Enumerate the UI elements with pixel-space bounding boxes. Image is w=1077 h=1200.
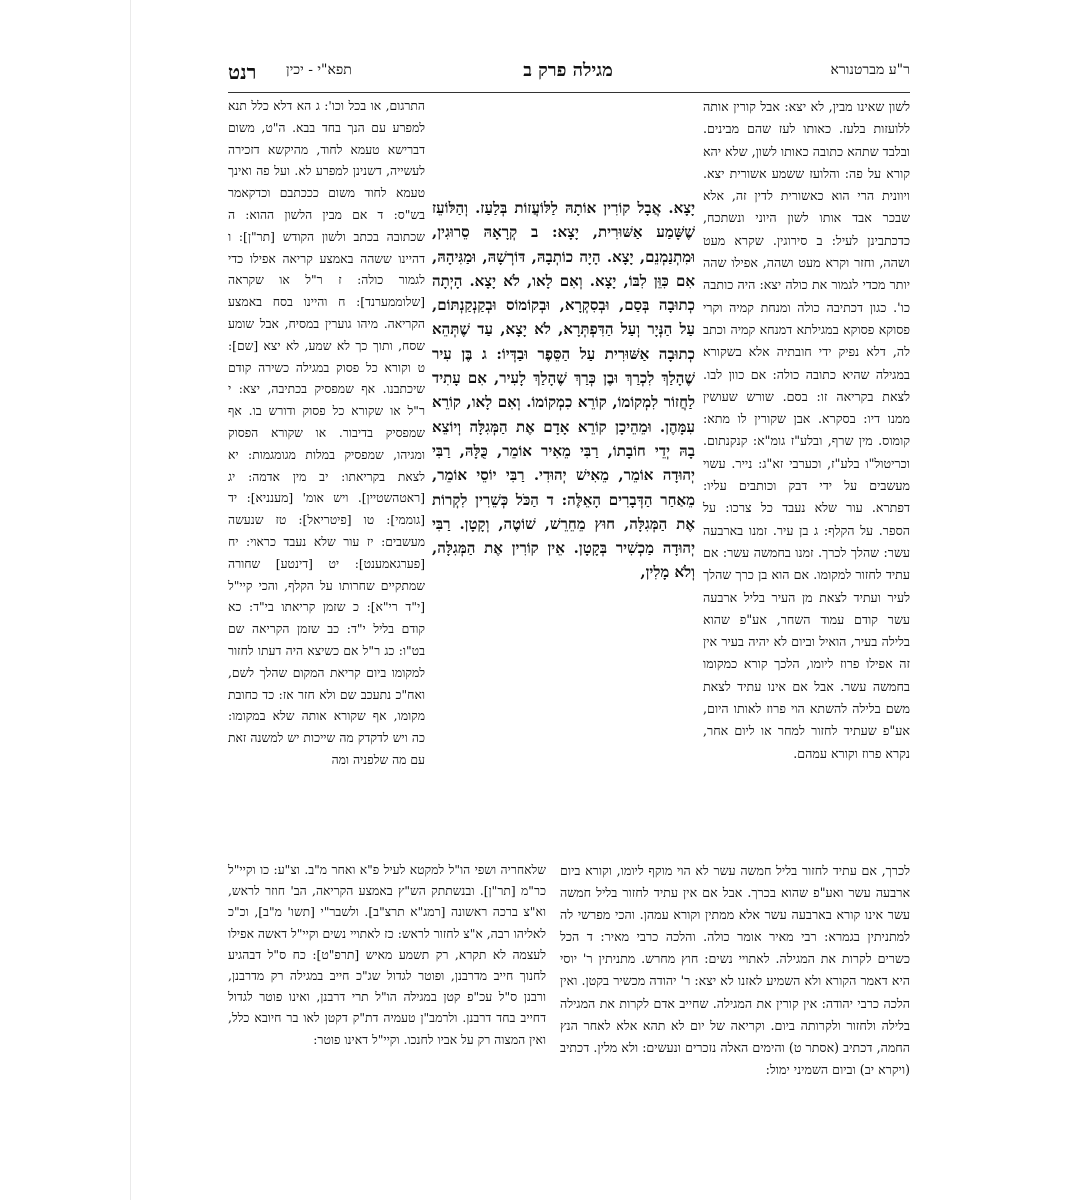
yachin-notes-continuation: שלאחריה ושפי הו"ל למקטא לעיל פ"א ואחר מ"ב. וצ"ע: כו וקיי"ל כר"מ [תר"ן]. ובנשתתק הש"ץ באמצע הקריאה, הב' חוזר לראש, וא"צ ברכה ראשונה [רמג"א תרצ"ב]. ולשבר"י [תשו' מ"ב], וכ"כ לאליהו רבה, א"צ לחזור לראש: כז לאתויי נשים וקיי"ל דאשה אפילו לעצמה לא תקרא, רק תשמע מאיש [תרפ"ט]: כח ס"ל דבהגיע לחנוך חייב מדרבנן, ופוטר לגדול שג"כ חייב במגילה רק מדרבנן, ורבנן ס"ל עכ"פ קטן במגילה הו"ל תרי דרבנן, ואינו פוטר לגדול דחייב בחד דרבנן. ולרמב"ן טעמיה דת"ק דקטן לאו בר חיובא כלל, ואין המצוה רק על אביו לחנכו. וקיי"ל דאינו פוטר: bbox=[228, 863, 546, 1047]
page-gutter bbox=[130, 0, 131, 1200]
header-chapter-title: מגילה פרק ב bbox=[523, 60, 613, 81]
header-divider bbox=[228, 92, 910, 93]
bartenura-continuation: לכרך, אם עתיד לחזור בליל חמשה עשר לא הוי מוקף ליומו, וקורא ביום ארבעה עשר ואע"פ שהוא בכרך. אבל אם אין עתיד לחזור בליל חמשה עשר אינו קורא בארבעה עשר אלא ממתין וקורא עמהן. והכי מפרשי לה למתניתין בגמרא: רבי מאיר אומר כולה. והלכה כרבי מאיר: ד הכל כשרים לקרות את המגילה. לאתויי נשים: חוץ מחרש. מתניתין ר' יוסי היא דאמר הקורא ולא השמיע לאזנו לא יצא: ר' יהודה מכשיר בקטן. ואין הלכה כרבי יהודה: אין קורין את המגילה. שחייב אדם לקרות את המגילה בלילה ולחזור ולקרותה ביום. וקריאה של יום לא תהא אלא לאחר הנץ החמה, דכתיב (אסתר ט) והימים האלה נזכרים ונעשים: ולא מלין. דכתיב (ויקרא יב) וביום השמיני ימול: bbox=[560, 863, 910, 1077]
header-commentary-title: ר"ע מברטנורא bbox=[830, 62, 910, 78]
header-page-number: רנט bbox=[228, 60, 257, 84]
page-header bbox=[228, 60, 910, 90]
header-yachin-title: תפא"י - יכין bbox=[286, 62, 352, 78]
mishna-text: יָצָא. אֲבָל קוֹרִין אוֹתָהּ לַלּוֹעֲזוֹת בְּלַעַז. וְהַלּוֹעֵז שֶׁשָּׁמַע אַשּׁוּרִית, יָצָא: ב קְרָאָהּ סֵרוּגִין, וּמִתְנַמְנֵם, יָצָא. הָיָה כוֹתְבָהּ, דּוֹרְשָׁהּ, וּמַגִּיהָהּ, אִם כִּוֵּן לִבּוֹ, יָצָא. וְאִם לָאו, לֹא יָצָא. הָיְתָה כְתוּבָה בְּסַם, וּבְסִקְרָא, וּבְקוֹמוֹס וּבְקַנְקַנְתּוֹם, עַל הַנְּיָר וְעַל הַדִּפְתְּרָא, לֹא יָצָא, עַד שֶׁתְּהֵא כְתוּבָה אַשּׁוּרִית עַל הַסֵּפֶר וּבַדְּיוֹ: ג בֶּן עִיר שֶׁהָלַךְ לִכְרַךְ וּבֶן כְּרַךְ שֶׁהָלַךְ לָעִיר, אִם עָתִיד לַחֲזוֹר לִמְקוֹמוֹ, קוֹרֵא כִמְקוֹמוֹ. וְאִם לָאו, קוֹרֵא עִמָּהֶן. וּמֵהֵיכָן קוֹרֵא אָדָם אֶת הַמְּגִלָּה וְיוֹצֵא בָהּ יְדֵי חוֹבָתוֹ, רַבִּי מֵאִיר אוֹמֵר, כֻּלָּהּ, רַבִּי יְהוּדָה אוֹמֵר, מֵאִישׁ יְהוּדִי. רַבִּי יוֹסֵי אוֹמֵר, מֵאַחַר הַדְּבָרִים הָאֵלֶּה: ד הַכֹּל כְּשֵׁרִין לִקְרוֹת אֶת הַמְּגִלָּה, חוּץ מֵחֵרֵשׁ, שׁוֹטֶה, וְקָטָן. רַבִּי יְהוּדָה מַכְשִׁיר בְּקָטָן. אֵין קוֹרִין אֶת הַמְּגִלָּה, וְלֹא מָלִין, bbox=[432, 199, 695, 582]
bartenura-commentary: לשון שאינו מבין, לא יצא: אבל קורין אותה ללועזות בלעז. כאותו לעז שהם מבינים. ובלבד שתהא כתובה כאותו לשון, שלא יהא קורא על פה: והלועז ששמע אשורית יצא. ויוונית הרי הוא כאשורית לדין זה, אלא שבכר אבד אותו לשון היוני ונשתכח, כדכתבינן לעיל: ב סירוגין. שקרא מעט ושהה, וחזר וקרא מעט ושהה, אפילו שהה יותר מכדי לגמור את כולה יצא: היה כותבה כו'. כגון דכתיבה כולה ומנחת קמיה וקרי פסוקא פסוקא במגילתא דמנחא קמיה וכתב לה, דלא נפיק ידי חובתיה אלא בשקורא במגילה שהיא כתובה כולה: אם כוון לבו. לצאת בקריאה זו: בסם. שורש שעושין ממנו דיו: בסקרא. אבן שקורין לו מתא: קומוס. מין שרף, ובלע"ז גומ"א: קנקנתום. וכריטול"ו בלע"ז, וכערבי זא"ג: נייר. עשוי מעשבים על ידי דבק וכותבים עליו: דפתרא. עור שלא נעבד כל צרכו: על הספר. על הקלף: ג בן עיר. זמנו בארבעה עשר: שהלך לכרך. זמנו בחמשה עשר: אם עתיד לחזור למקומו. אם הוא בן כרך שהלך לעיר ועתיד לצאת מן העיר בליל ארבעה עשר קודם עמוד השחר, אע"פ שהוא בלילה בעיר, הואיל וביום לא יהיה בעיר אין זה אפילו פרוז ליומו, הלכך קורא כמקומו בחמשה עשר. אבל אם אינו עתיד לצאת משם בלילה להשתא הוי פרוז לאותו היום, אע"פ שעתיד לחזור למחר או ליום אחר, נקרא פרוז וקורא עמהם. bbox=[703, 99, 910, 761]
yachin-notes: התרגום, או בכל וכו': ג הא דלא כלל תנא למפרע עם הנך בחד בבא. ה"ט, משום דברישא טעמא לחוד, מהיקשא דזכירה לעשייה, דשנינן למפרע לא. ועל פה ואינך טעמא לחוד משום כככתבם וכדקאמר בש"ס: ד אם מבין הלשון ההוא: ה שכתובה בכתב ולשון הקודש [תר"ן]: ו דהיינו ששהה באמצע קריאה אפילו כדי לגמור כולה: ז ר"ל או שקראה [שלוממערנד]: ח והיינו בסח באמצע הקריאה. מיהו גוערין במסיח, אבל שומע שסח, ותוך כך לא שמע, לא יצא [שם]: ט וקורא כל פסוק במגילה כשירה קודם שיכתבנו. אף שמפסיק בכתיבה, יצא: י ר"ל או שקורא כל פסוק ודורש בו. אף שמפסיק בדיבור. או שקורא הפסוק ומגיהו, שמפסיק במלות מגומגמות: יא לצאת בקריאתו: יב מין אדמה: יג [ראטהשטיין]. ויש אומ' [מענניא]: יד [גוממי]: טו [פיטריאל]: טז שנעשה מעשבים: יז עור שלא נעבד כראוי: יח [פערגאמענט]: יט [דינטע] שחורה שמתקיים שחרותו על הקלף, והכי קיי"ל [י"ד רי"א]: כ שזמן קריאתו בי"ד: כא קודם בליל י"ד: כב שזמן הקריאה שם בט"ו: כג ר"ל אם כשיצא היה דעתו לחזור למקומו ביום קריאת המקום שהלך לשם, ואח"כ נתעכב שם ולא חזר אז: כד כחובת מקומו, אף שקורא אותה שלא במקומו: כה ויש לדקדק מה שייכות יש למשנה זאת עם מה שלפניה ומה bbox=[228, 99, 425, 767]
